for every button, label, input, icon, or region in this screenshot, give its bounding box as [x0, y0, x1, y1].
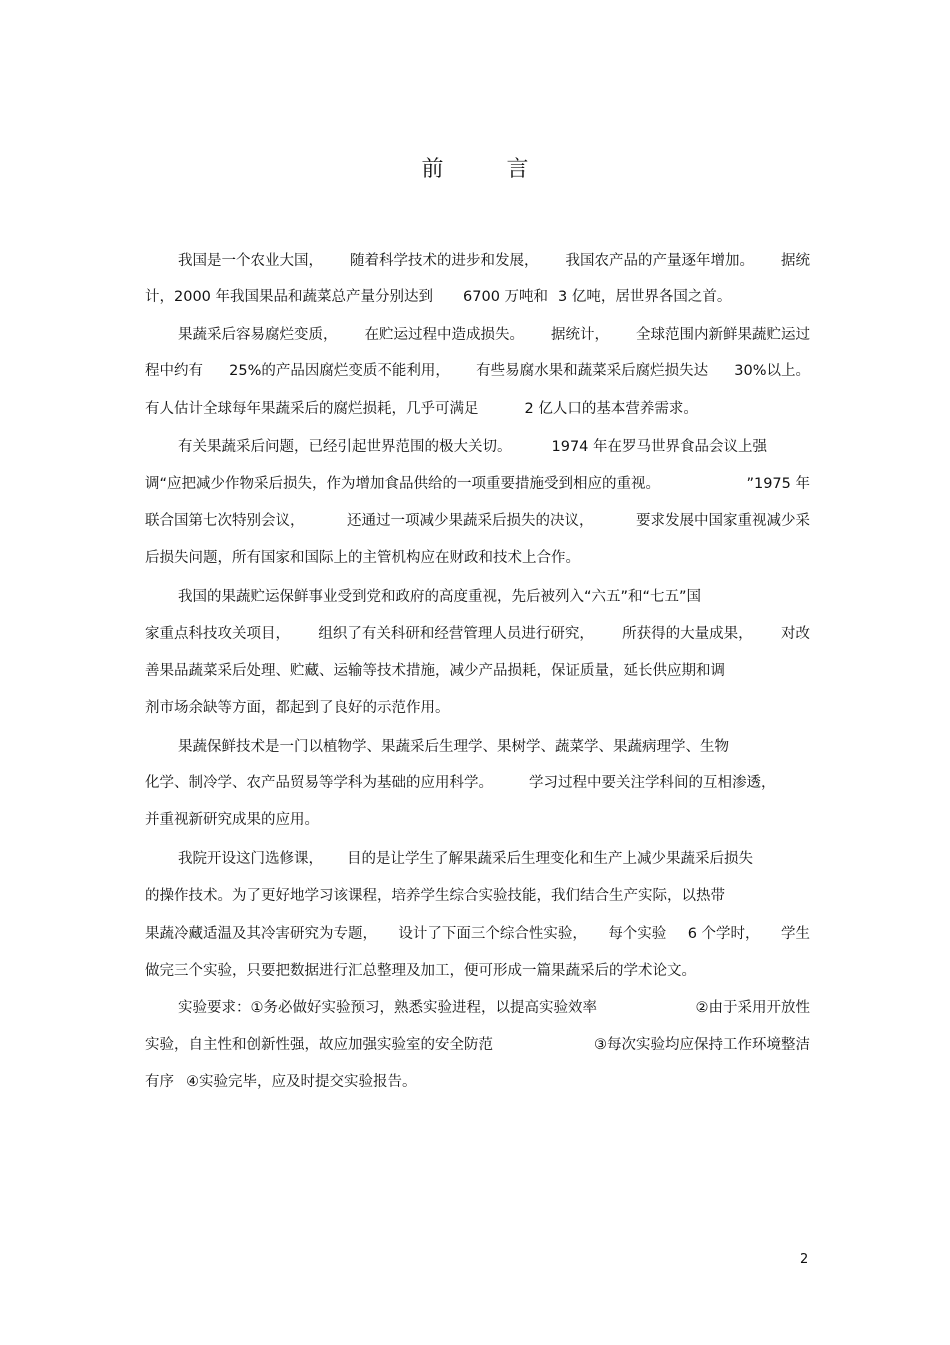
- paragraph-line: 家重点科技攻关项目， 组织了有关科研和经营管理人员进行研究， 所获得的大量成果， 对改: [145, 626, 810, 642]
- paragraph-line: 善果品蔬菜采后处理、贮藏、运输等技术措施，减少产品损耗，保证质量，延长供应期和调: [145, 663, 725, 679]
- paragraph-line: 果蔬保鲜技术是一门以植物学、果蔬采后生理学、果树学、蔬菜学、果蔬病理学、生物: [178, 739, 729, 755]
- paragraph-line: 果蔬冷藏适温及其冷害研究为专题， 设计了下面三个综合性实验， 每个实验 6 个学时， 学生: [145, 926, 810, 942]
- paragraph-line: 我国是一个农业大国， 随着科学技术的进步和发展， 我国农产品的产量逐年增加。 据统: [178, 253, 810, 269]
- paragraph-line: 并重视新研究成果的应用。: [145, 812, 319, 828]
- paragraph-line: 程中约有 25%的产品因腐烂变质不能利用， 有些易腐水果和蔬菜采后腐烂损失达 30%以上。: [145, 363, 810, 379]
- paragraph-line: 有关果蔬采后问题，已经引起世界范围的极大关切。 1974 年在罗马世界食品会议上强: [178, 439, 768, 455]
- paragraph-line: 剂市场余缺等方面，都起到了良好的示范作用。: [145, 700, 450, 716]
- paragraph-line: 果蔬采后容易腐烂变质， 在贮运过程中造成损失。 据统计， 全球范围内新鲜果蔬贮运过: [178, 327, 810, 343]
- paragraph-line: 实验要求：①务必做好实验预习，熟悉实验进程，以提高实验效率 ②由于采用开放性: [178, 1000, 810, 1016]
- paragraph-line: 我国的果蔬贮运保鲜事业受到党和政府的高度重视，先后被列入“六五”和“七五”国: [178, 589, 702, 605]
- paragraph-line: 联合国第七次特别会议， 还通过一项减少果蔬采后损失的决议， 要求发展中国家重视减少采: [145, 513, 810, 529]
- paragraph-line: 调“应把减少作物采后损失，作为增加食品供给的一项重要措施受到相应的重视。 ”1975 年: [145, 476, 810, 492]
- paragraph-line: 有人估计全球每年果蔬采后的腐烂损耗，几乎可满足 2 亿人口的基本营养需求。: [145, 401, 698, 417]
- paragraph-line: 做完三个实验，只要把数据进行汇总整理及加工，便可形成一篇果蔬采后的学术论文。: [145, 963, 696, 979]
- paragraph-line: 后损失问题，所有国家和国际上的主管机构应在财政和技术上合作。: [145, 550, 580, 566]
- paragraph-line: 化学、制冷学、农产品贸易等学科为基础的应用科学。 学习过程中要关注学科间的互相渗透，: [145, 775, 776, 791]
- paragraph-line: 的操作技术。为了更好地学习该课程，培养学生综合实验技能，我们结合生产实际，以热带: [145, 888, 725, 904]
- page-number: 2: [800, 1252, 809, 1267]
- paragraph-line: 实验，自主性和创新性强，故应加强实验室的安全防范 ③每次实验均应保持工作环境整洁: [145, 1037, 810, 1053]
- page-title: 前 言: [421, 157, 557, 182]
- paragraph-line: 我院开设这门选修课， 目的是让学生了解果蔬采后生理变化和生产上减少果蔬采后损失: [178, 851, 753, 867]
- paragraph-line: 有序 ④实验完毕，应及时提交实验报告。: [145, 1074, 417, 1090]
- paragraph-line: 计，2000 年我国果品和蔬菜总产量分别达到 6700 万吨和 3 亿吨，居世界各国之首。: [145, 289, 732, 305]
